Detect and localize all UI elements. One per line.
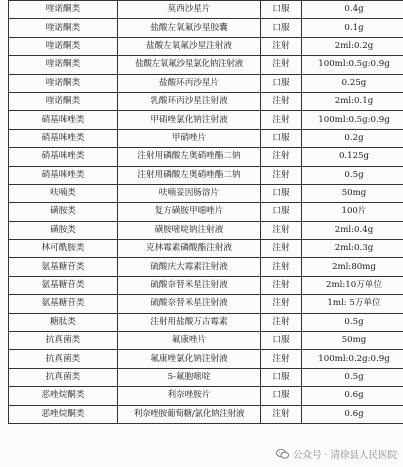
route-cell: 注射 [261, 111, 302, 129]
route-cell: 注射 [261, 276, 302, 294]
category-cell: 喹诺酮类 [9, 19, 118, 37]
table-row [9, 368, 403, 386]
category-cell: 氨基糖苷类 [9, 276, 118, 294]
spec-cell: 100ml:0.5g:0.9g [302, 111, 403, 129]
spec-cell: 100片 [302, 203, 403, 221]
drug-name-cell: 莫西沙星片 [118, 1, 261, 19]
category-cell: 喹诺酮类 [9, 37, 118, 55]
spec-cell: 0.4g [302, 1, 403, 19]
category-cell: 抗真菌类 [9, 368, 118, 386]
category-cell: 硝基咪唑类 [9, 148, 118, 166]
drug-name-cell: 盐酸左氧氟沙星注射液 [118, 37, 261, 55]
table-row [9, 276, 403, 294]
route-cell: 注射 [261, 240, 302, 258]
spec-cell: 0.6g [302, 405, 403, 423]
spec-cell: 0.5g [302, 313, 403, 331]
spec-cell: 2ml:10万单位 [302, 276, 403, 294]
table-row [9, 19, 403, 37]
spec-cell: 0.25g [302, 74, 403, 92]
spec-cell: 1ml: 5万单位 [302, 295, 403, 313]
spec-cell: 50mg [302, 332, 403, 350]
spec-cell: 2ml:0.3g [302, 240, 403, 258]
drug-name-cell: 硫酸奈替米星注射液 [118, 276, 261, 294]
drug-name-cell: 盐酸左氧氟沙星胶囊 [118, 19, 261, 37]
wechat-icon [276, 449, 289, 459]
category-cell: 磺胺类 [9, 203, 118, 221]
category-cell: 林可酰胺类 [9, 240, 118, 258]
route-cell: 口服 [261, 129, 302, 147]
category-cell: 喹诺酮类 [9, 92, 118, 110]
route-cell: 注射 [261, 221, 302, 239]
table-row [9, 258, 403, 276]
table-row [9, 221, 403, 239]
drug-name-cell: 甲硝唑氯化钠注射液 [118, 111, 261, 129]
route-cell: 口服 [261, 19, 302, 37]
drug-name-cell: 复方磺胺甲噁唑片 [118, 203, 261, 221]
category-cell: 喹诺酮类 [9, 56, 118, 74]
spec-cell: 2ml:0.4g [302, 221, 403, 239]
table-row [9, 295, 403, 313]
spec-cell: 0.1g [302, 19, 403, 37]
route-cell: 口服 [261, 387, 302, 405]
route-cell: 口服 [261, 368, 302, 386]
table-row [9, 1, 403, 19]
route-cell: 口服 [261, 184, 302, 202]
table-row [9, 148, 403, 166]
spec-cell: 100ml:0.2g:0.9g [302, 350, 403, 368]
drug-name-cell: 硫酸奈替米星注射液 [118, 295, 261, 313]
table-row [9, 240, 403, 258]
drug-name-cell: 盐酸左氧氟沙星氯化钠注射液 [118, 56, 261, 74]
antibiotic-drug-table [8, 0, 403, 424]
table-row [9, 405, 403, 423]
route-cell: 口服 [261, 1, 302, 19]
table-row [9, 74, 403, 92]
route-cell: 注射 [261, 37, 302, 55]
spec-cell: 2ml:0.2g [302, 37, 403, 55]
drug-name-cell: 氟康唑氯化钠注射液 [118, 350, 261, 368]
table-row [9, 203, 403, 221]
category-cell: 氨基糖苷类 [9, 258, 118, 276]
category-cell: 糖肽类 [9, 313, 118, 331]
route-cell: 注射 [261, 313, 302, 331]
spec-cell: 0.5g [302, 368, 403, 386]
category-cell: 磺胺类 [9, 221, 118, 239]
drug-name-cell: 硫酸庆大霉素注射液 [118, 258, 261, 276]
drug-name-cell: 盐酸环丙沙星片 [118, 74, 261, 92]
spec-cell: 0.5g [302, 166, 403, 184]
route-cell: 注射 [261, 166, 302, 184]
drug-name-cell: 克林霉素磷酸酯注射液 [118, 240, 261, 258]
table-row [9, 37, 403, 55]
drug-name-cell: 甲硝唑片 [118, 129, 261, 147]
category-cell: 氨基糖苷类 [9, 295, 118, 313]
category-cell: 呋喃类 [9, 184, 118, 202]
route-cell: 注射 [261, 92, 302, 110]
table-row [9, 129, 403, 147]
spec-cell: 0.2g [302, 129, 403, 147]
drug-name-cell: 利奈唑胺片 [118, 387, 261, 405]
route-cell: 注射 [261, 258, 302, 276]
spec-cell: 0.6g [302, 387, 403, 405]
drug-name-cell: 乳酸环丙沙星注射液 [118, 92, 261, 110]
category-cell: 硝基咪唑类 [9, 111, 118, 129]
table-row [9, 56, 403, 74]
route-cell: 注射 [261, 405, 302, 423]
table-row [9, 313, 403, 331]
table-body [9, 1, 403, 424]
table-row [9, 92, 403, 110]
route-cell: 注射 [261, 350, 302, 368]
category-cell: 恶唑烷酮类 [9, 405, 118, 423]
watermark-text: 公众号 · 清徐县人民医院 [292, 450, 397, 461]
spec-cell: 2ml:0.1g [302, 92, 403, 110]
spec-cell: 50mg [302, 184, 403, 202]
table-row [9, 350, 403, 368]
drug-name-cell: 呋喃妥因肠溶片 [118, 184, 261, 202]
route-cell: 口服 [261, 74, 302, 92]
table-row [9, 111, 403, 129]
table-row [9, 166, 403, 184]
drug-name-cell: 注射用磷酸左奥硝唑酯二钠 [118, 148, 261, 166]
route-cell: 口服 [261, 203, 302, 221]
drug-name-cell: 5-氟胞嘧啶 [118, 368, 261, 386]
category-cell: 抗真菌类 [9, 350, 118, 368]
category-cell: 硝基咪唑类 [9, 129, 118, 147]
route-cell: 注射 [261, 148, 302, 166]
drug-name-cell: 氟康唑片 [118, 332, 261, 350]
watermark [276, 447, 397, 461]
table-row [9, 184, 403, 202]
route-cell: 口服 [261, 332, 302, 350]
route-cell: 注射 [261, 56, 302, 74]
drug-name-cell: 磺胺嘧啶钠注射液 [118, 221, 261, 239]
spec-cell: 2ml:80mg [302, 258, 403, 276]
category-cell: 硝基咪唑类 [9, 166, 118, 184]
drug-name-cell: 注射用磷酸左奥硝唑酯二钠 [118, 166, 261, 184]
category-cell: 恶唑烷酮类 [9, 387, 118, 405]
table-row [9, 332, 403, 350]
category-cell: 喹诺酮类 [9, 74, 118, 92]
spec-cell: 0.125g [302, 148, 403, 166]
spec-cell: 100ml:0.5g:0.9g [302, 56, 403, 74]
category-cell: 喹诺酮类 [9, 1, 118, 19]
table-row [9, 387, 403, 405]
drug-name-cell: 利奈唑胺葡萄糖/氯化钠注射液 [118, 405, 261, 423]
category-cell: 抗真菌类 [9, 332, 118, 350]
route-cell: 注射 [261, 295, 302, 313]
drug-name-cell: 注射用盐酸万古霉素 [118, 313, 261, 331]
